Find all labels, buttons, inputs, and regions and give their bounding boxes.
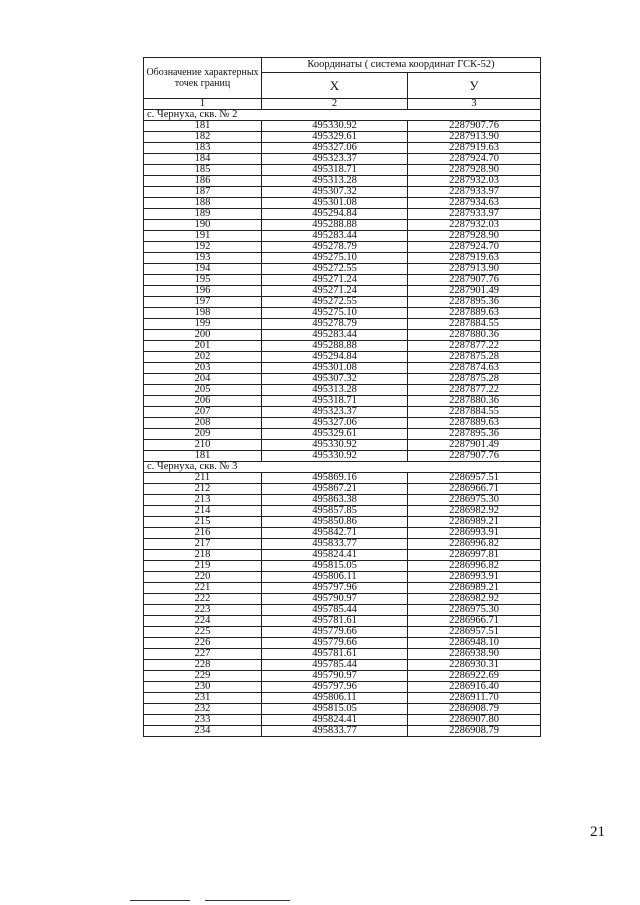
table-row: [144, 418, 541, 429]
y-coordinate-cell: 2287913.90: [408, 264, 541, 275]
x-coordinate-cell: 495275.10: [262, 253, 408, 264]
point-number-cell: 214: [144, 506, 262, 517]
x-coordinate-cell: 495271.24: [262, 275, 408, 286]
point-number-cell: 203: [144, 363, 262, 374]
y-coordinate-cell: 2287924.70: [408, 242, 541, 253]
coordinates-table: [143, 57, 541, 737]
table-row: [144, 506, 541, 517]
x-coordinate-cell: 495863.38: [262, 495, 408, 506]
point-number-cell: 208: [144, 418, 262, 429]
x-coordinate-cell: 495779.66: [262, 638, 408, 649]
x-coordinate-cell: 495323.37: [262, 154, 408, 165]
table-row: [144, 638, 541, 649]
y-coordinate-cell: 2287934.63: [408, 198, 541, 209]
y-coordinate-cell: 2286989.21: [408, 583, 541, 594]
table-row: [144, 407, 541, 418]
x-coordinate-cell: 495781.61: [262, 616, 408, 627]
table-row: [144, 330, 541, 341]
x-coordinate-cell: 495307.32: [262, 374, 408, 385]
table-row: [144, 363, 541, 374]
table-row: [144, 264, 541, 275]
point-number-cell: 206: [144, 396, 262, 407]
y-coordinate-cell: 2287919.63: [408, 143, 541, 154]
y-coordinate-cell: 2287895.36: [408, 429, 541, 440]
point-number-cell: 232: [144, 704, 262, 715]
x-coordinate-cell: 495815.05: [262, 704, 408, 715]
x-coordinate-cell: 495842.71: [262, 528, 408, 539]
table-row: [144, 429, 541, 440]
table-row: [144, 616, 541, 627]
table-row: [144, 143, 541, 154]
section-header-row: [144, 110, 541, 121]
x-coordinate-cell: 495797.96: [262, 583, 408, 594]
y-axis-header: У: [408, 73, 541, 99]
x-axis-header: X: [262, 73, 408, 99]
x-coordinate-cell: 495785.44: [262, 660, 408, 671]
x-coordinate-cell: 495806.11: [262, 572, 408, 583]
point-number-cell: 198: [144, 308, 262, 319]
y-coordinate-cell: 2287880.36: [408, 396, 541, 407]
y-coordinate-cell: 2286966.71: [408, 484, 541, 495]
y-coordinate-cell: 2287880.36: [408, 330, 541, 341]
x-coordinate-cell: 495288.88: [262, 220, 408, 231]
table-row: [144, 209, 541, 220]
point-number-cell: 204: [144, 374, 262, 385]
table-row: [144, 198, 541, 209]
y-coordinate-cell: 2286993.91: [408, 528, 541, 539]
table-row: [144, 583, 541, 594]
page-number: 21: [590, 824, 605, 840]
y-coordinate-cell: 2287932.03: [408, 176, 541, 187]
point-number-cell: 217: [144, 539, 262, 550]
x-coordinate-cell: 495318.71: [262, 396, 408, 407]
x-coordinate-cell: 495824.41: [262, 550, 408, 561]
y-coordinate-cell: 2287877.22: [408, 341, 541, 352]
y-coordinate-cell: 2286907.80: [408, 715, 541, 726]
x-coordinate-cell: 495797.96: [262, 682, 408, 693]
y-coordinate-cell: 2286922.69: [408, 671, 541, 682]
table-row: [144, 660, 541, 671]
y-coordinate-cell: 2286989.21: [408, 517, 541, 528]
point-number-cell: 187: [144, 187, 262, 198]
table-row: [144, 121, 541, 132]
point-number-cell: 215: [144, 517, 262, 528]
x-coordinate-cell: 495283.44: [262, 231, 408, 242]
point-number-cell: 190: [144, 220, 262, 231]
table-row: [144, 374, 541, 385]
y-coordinate-cell: 2286982.92: [408, 594, 541, 605]
point-number-cell: 183: [144, 143, 262, 154]
point-number-cell: 220: [144, 572, 262, 583]
x-coordinate-cell: 495330.92: [262, 440, 408, 451]
table-row: [144, 297, 541, 308]
x-coordinate-cell: 495330.92: [262, 121, 408, 132]
y-coordinate-cell: 2286982.92: [408, 506, 541, 517]
point-number-cell: 207: [144, 407, 262, 418]
table-row: [144, 671, 541, 682]
y-coordinate-cell: 2286908.79: [408, 726, 541, 737]
table-row: [144, 649, 541, 660]
x-coordinate-cell: 495806.11: [262, 693, 408, 704]
x-coordinate-cell: 495288.88: [262, 341, 408, 352]
point-number-cell: 201: [144, 341, 262, 352]
x-coordinate-cell: 495329.61: [262, 429, 408, 440]
table-row: [144, 693, 541, 704]
point-number-cell: 181: [144, 121, 262, 132]
table-row: [144, 495, 541, 506]
point-number-cell: 233: [144, 715, 262, 726]
x-coordinate-cell: 495318.71: [262, 165, 408, 176]
table-row: [144, 539, 541, 550]
y-coordinate-cell: 2287877.22: [408, 385, 541, 396]
point-number-cell: 222: [144, 594, 262, 605]
point-number-cell: 216: [144, 528, 262, 539]
y-coordinate-cell: 2287932.03: [408, 220, 541, 231]
x-coordinate-cell: 495313.28: [262, 385, 408, 396]
point-number-cell: 193: [144, 253, 262, 264]
y-coordinate-cell: 2286993.91: [408, 572, 541, 583]
point-number-cell: 213: [144, 495, 262, 506]
point-number-cell: 227: [144, 649, 262, 660]
bottom-edge-line: [130, 900, 190, 901]
y-coordinate-cell: 2287928.90: [408, 231, 541, 242]
table-row: [144, 561, 541, 572]
column-number: 2: [262, 99, 408, 110]
y-coordinate-cell: 2286957.51: [408, 627, 541, 638]
x-coordinate-cell: 495313.28: [262, 176, 408, 187]
y-coordinate-cell: 2287928.90: [408, 165, 541, 176]
column-number: 3: [408, 99, 541, 110]
y-coordinate-cell: 2287913.90: [408, 132, 541, 143]
table-row: [144, 627, 541, 638]
point-number-cell: 200: [144, 330, 262, 341]
table-row: [144, 594, 541, 605]
table-row: [144, 440, 541, 451]
y-coordinate-cell: 2287884.55: [408, 319, 541, 330]
point-number-cell: 231: [144, 693, 262, 704]
table-row: [144, 528, 541, 539]
y-coordinate-cell: 2286930.31: [408, 660, 541, 671]
x-coordinate-cell: 495779.66: [262, 627, 408, 638]
y-coordinate-cell: 2286975.30: [408, 605, 541, 616]
y-coordinate-cell: 2287875.28: [408, 352, 541, 363]
section-title: с. Чернуха, скв. № 2: [144, 110, 541, 121]
table-row: [144, 319, 541, 330]
y-coordinate-cell: 2286957.51: [408, 473, 541, 484]
table-row: [144, 154, 541, 165]
table-row: [144, 231, 541, 242]
y-coordinate-cell: 2286997.81: [408, 550, 541, 561]
y-coordinate-cell: 2286911.70: [408, 693, 541, 704]
point-number-cell: 221: [144, 583, 262, 594]
x-coordinate-cell: 495327.06: [262, 143, 408, 154]
x-coordinate-cell: 495271.24: [262, 286, 408, 297]
x-coordinate-cell: 495278.79: [262, 319, 408, 330]
y-coordinate-cell: 2286996.82: [408, 539, 541, 550]
point-number-cell: 192: [144, 242, 262, 253]
x-coordinate-cell: 495275.10: [262, 308, 408, 319]
point-number-cell: 234: [144, 726, 262, 737]
y-coordinate-cell: 2287919.63: [408, 253, 541, 264]
y-coordinate-cell: 2286996.82: [408, 561, 541, 572]
point-number-cell: 191: [144, 231, 262, 242]
table-row: [144, 176, 541, 187]
point-number-cell: 182: [144, 132, 262, 143]
y-coordinate-cell: 2287907.76: [408, 451, 541, 462]
section-title: с. Чернуха, скв. № 3: [144, 462, 541, 473]
point-number-cell: 226: [144, 638, 262, 649]
table-row: [144, 385, 541, 396]
x-coordinate-cell: 495283.44: [262, 330, 408, 341]
table-row: [144, 451, 541, 462]
y-coordinate-cell: 2287907.76: [408, 275, 541, 286]
x-coordinate-cell: 495327.06: [262, 418, 408, 429]
x-coordinate-cell: 495867.21: [262, 484, 408, 495]
point-number-cell: 223: [144, 605, 262, 616]
table-row: [144, 286, 541, 297]
y-coordinate-cell: 2286966.71: [408, 616, 541, 627]
x-coordinate-cell: 495850.86: [262, 517, 408, 528]
bottom-edge-line: [205, 900, 290, 901]
table-row: [144, 484, 541, 495]
x-coordinate-cell: 495781.61: [262, 649, 408, 660]
point-number-cell: 209: [144, 429, 262, 440]
x-coordinate-cell: 495790.97: [262, 594, 408, 605]
y-coordinate-cell: 2286948.10: [408, 638, 541, 649]
y-coordinate-cell: 2286908.79: [408, 704, 541, 715]
designation-header: Обозначение характерных точек границ: [144, 58, 262, 99]
table-row: [144, 220, 541, 231]
table-body: [144, 110, 541, 737]
table-row: [144, 473, 541, 484]
point-number-cell: 224: [144, 616, 262, 627]
point-number-cell: 185: [144, 165, 262, 176]
point-number-cell: 195: [144, 275, 262, 286]
y-coordinate-cell: 2287889.63: [408, 308, 541, 319]
y-coordinate-cell: 2286938.90: [408, 649, 541, 660]
table-row: [144, 605, 541, 616]
x-coordinate-cell: 495785.44: [262, 605, 408, 616]
point-number-cell: 228: [144, 660, 262, 671]
coordinate-system-header: Координаты ( система координат ГСК-52): [262, 58, 541, 73]
x-coordinate-cell: 495824.41: [262, 715, 408, 726]
point-number-cell: 225: [144, 627, 262, 638]
point-number-cell: 184: [144, 154, 262, 165]
x-coordinate-cell: 495272.55: [262, 264, 408, 275]
y-coordinate-cell: 2287874.63: [408, 363, 541, 374]
table-row: [144, 550, 541, 561]
x-coordinate-cell: 495307.32: [262, 187, 408, 198]
point-number-cell: 196: [144, 286, 262, 297]
table-row: [144, 275, 541, 286]
x-coordinate-cell: 495323.37: [262, 407, 408, 418]
x-coordinate-cell: 495869.16: [262, 473, 408, 484]
table-row: [144, 242, 541, 253]
y-coordinate-cell: 2287884.55: [408, 407, 541, 418]
x-coordinate-cell: 495301.08: [262, 363, 408, 374]
point-number-cell: 205: [144, 385, 262, 396]
point-number-cell: 189: [144, 209, 262, 220]
point-number-cell: 211: [144, 473, 262, 484]
x-coordinate-cell: 495294.84: [262, 352, 408, 363]
point-number-cell: 197: [144, 297, 262, 308]
table-row: [144, 187, 541, 198]
y-coordinate-cell: 2287933.97: [408, 209, 541, 220]
y-coordinate-cell: 2286916.40: [408, 682, 541, 693]
point-number-cell: 194: [144, 264, 262, 275]
y-coordinate-cell: 2287901.49: [408, 440, 541, 451]
table-row: [144, 715, 541, 726]
x-coordinate-cell: 495790.97: [262, 671, 408, 682]
x-coordinate-cell: 495301.08: [262, 198, 408, 209]
y-coordinate-cell: 2287901.49: [408, 286, 541, 297]
point-number-cell: 186: [144, 176, 262, 187]
point-number-cell: 219: [144, 561, 262, 572]
y-coordinate-cell: 2287895.36: [408, 297, 541, 308]
table-row: [144, 682, 541, 693]
point-number-cell: 202: [144, 352, 262, 363]
point-number-cell: 210: [144, 440, 262, 451]
y-coordinate-cell: 2287933.97: [408, 187, 541, 198]
point-number-cell: 199: [144, 319, 262, 330]
table-row: [144, 517, 541, 528]
point-number-cell: 218: [144, 550, 262, 561]
y-coordinate-cell: 2286975.30: [408, 495, 541, 506]
table-row: [144, 704, 541, 715]
table-row: [144, 396, 541, 407]
point-number-cell: 181: [144, 451, 262, 462]
x-coordinate-cell: 495815.05: [262, 561, 408, 572]
x-coordinate-cell: 495330.92: [262, 451, 408, 462]
y-coordinate-cell: 2287875.28: [408, 374, 541, 385]
x-coordinate-cell: 495329.61: [262, 132, 408, 143]
table-row: [144, 165, 541, 176]
point-number-cell: 188: [144, 198, 262, 209]
x-coordinate-cell: 495833.77: [262, 726, 408, 737]
table-row: [144, 308, 541, 319]
section-header-row: [144, 462, 541, 473]
x-coordinate-cell: 495294.84: [262, 209, 408, 220]
x-coordinate-cell: 495278.79: [262, 242, 408, 253]
table-row: [144, 572, 541, 583]
x-coordinate-cell: 495857.85: [262, 506, 408, 517]
column-number: 1: [144, 99, 262, 110]
table-row: [144, 132, 541, 143]
table-row: [144, 352, 541, 363]
point-number-cell: 229: [144, 671, 262, 682]
point-number-cell: 230: [144, 682, 262, 693]
table-row: [144, 253, 541, 264]
y-coordinate-cell: 2287889.63: [408, 418, 541, 429]
table-row: [144, 341, 541, 352]
x-coordinate-cell: 495272.55: [262, 297, 408, 308]
y-coordinate-cell: 2287924.70: [408, 154, 541, 165]
point-number-cell: 212: [144, 484, 262, 495]
y-coordinate-cell: 2287907.76: [408, 121, 541, 132]
table-row: [144, 726, 541, 737]
table-header: [144, 58, 541, 110]
x-coordinate-cell: 495833.77: [262, 539, 408, 550]
